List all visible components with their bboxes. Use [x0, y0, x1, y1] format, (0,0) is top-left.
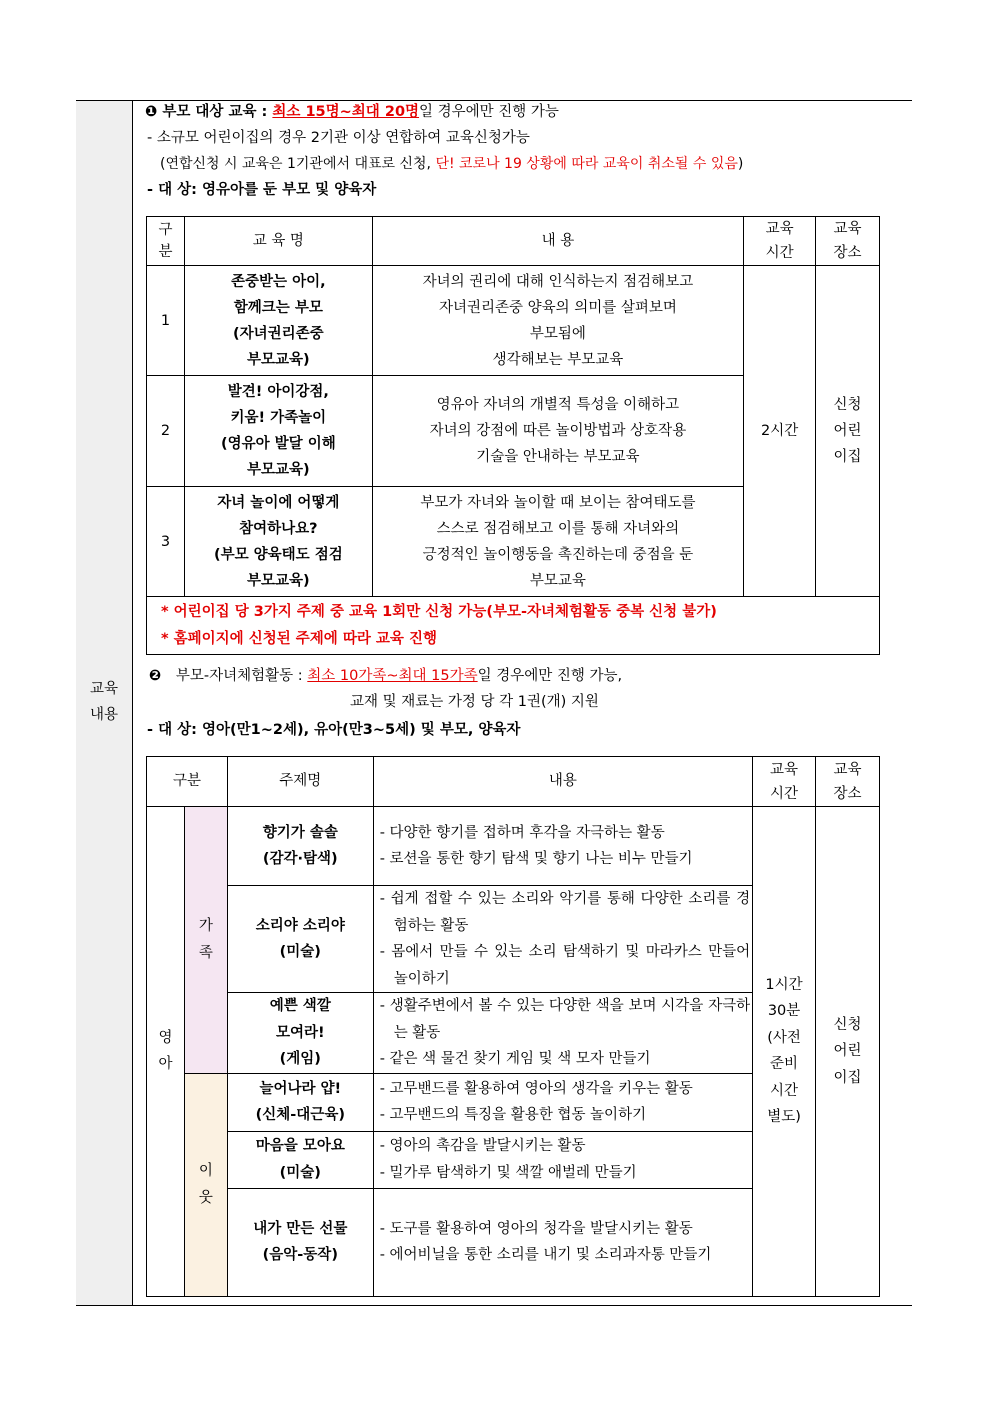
education-place	[816, 266, 880, 597]
cell-text-line: 교육	[833, 761, 862, 778]
cell-text-line: - 밀가루 탐색하기 및 색깔 애벌레 만들기	[379, 1164, 637, 1181]
topic-cell	[227, 807, 373, 886]
cell-text-line: 이집	[833, 1069, 862, 1086]
cell-text-line: 내가 만든 선물	[253, 1220, 348, 1237]
cell-text-line: 부모교육)	[247, 572, 310, 589]
header-content: 내용	[373, 757, 752, 807]
cell-text-line: - 에어비닐을 통한 소리를 내기 및 소리과자통 만들기	[379, 1247, 712, 1263]
parent-education-table	[146, 216, 880, 655]
cell-text-line: (감각·탐색)	[262, 851, 338, 867]
cell-text-line: 별도)	[767, 1109, 801, 1126]
cell-text-line: 어린	[833, 1043, 862, 1059]
section2-target: - 대 상: 영아(만1~2세), 유아(만3~5세) 및 부모, 양육자	[147, 722, 521, 738]
row-content	[372, 487, 743, 597]
cell-text-line: 영유아 자녀의 개별적 특성을 이해하고	[436, 397, 680, 413]
cell-text-line: 시간	[765, 245, 794, 261]
header-name: 교 육 명	[184, 217, 372, 266]
age-group-cell	[147, 807, 185, 1297]
content-cell	[373, 1073, 752, 1131]
group-family-cell	[184, 807, 227, 1074]
cell-text-line: 준비	[770, 1056, 799, 1073]
table-row	[147, 266, 880, 376]
cell-text-line: (음악-동작)	[262, 1247, 338, 1263]
section1-line3-b: )	[737, 156, 744, 172]
cell-text-line: 신청	[833, 397, 862, 413]
cell-text-line: 부모가 자녀와 놀이할 때 보이는 참여태도를	[420, 494, 696, 511]
row-number: 2	[147, 376, 185, 487]
side-column	[76, 101, 133, 1305]
cell-text-line: 족	[198, 944, 213, 961]
section1-highlight: 최소 15명~최대 20명	[272, 104, 420, 120]
group-neighbor-cell	[184, 1073, 227, 1296]
note-line: * 어린이집 당 3가지 주제 중 교육 1회만 신청 가능(부모-자녀체험활동 중복 신청 불가)	[161, 603, 717, 620]
cell-text-line: 웃	[198, 1189, 213, 1206]
section2-marker: ❷	[149, 668, 162, 684]
cell-text-line: (미술)	[279, 944, 321, 960]
activity-place	[816, 807, 880, 1297]
header-topic: 주제명	[227, 757, 373, 807]
header-place	[816, 217, 880, 266]
cell-text-line: 자녀의 권리에 대해 인식하는지 점검해보고	[422, 273, 694, 290]
cell-text-line: 발견! 아이강점,	[227, 384, 329, 400]
section2-title-tail: 일 경우에만 진행 가능,	[477, 668, 623, 684]
cell-text-line: 이집	[833, 449, 862, 465]
table2-header-row	[147, 757, 880, 807]
cell-text-line: - 영아의 촉감을 발달시키는 활동	[379, 1138, 586, 1154]
header-category: 구분	[147, 757, 228, 807]
row-name	[184, 266, 372, 376]
cell-text-line: 아	[158, 1056, 173, 1073]
cell-text-line: 자녀 놀이에 어떻게	[217, 494, 340, 511]
row-content	[372, 376, 743, 487]
topic-cell	[227, 1131, 373, 1188]
header-time	[753, 757, 816, 807]
cell-text-line: 향기가 솔솔	[262, 824, 338, 841]
cell-text-line: 시간	[770, 1082, 799, 1099]
section1-line3	[160, 154, 743, 174]
section1-line3-a: (연합신청 시 교육은 1기관에서 대표로 신청,	[160, 156, 436, 172]
cell-text-line: 자녀의 강점에 따른 놀이방법과 상호작용	[429, 423, 687, 439]
cell-text-line: - 다양한 향기를 접하며 후각을 자극하는 활동	[379, 824, 665, 841]
cell-text-line: 부모교육)	[247, 462, 310, 478]
cell-text-line: 기술을 안내하는 부모교육	[476, 449, 640, 465]
content-cell	[373, 1188, 752, 1296]
header-content: 내 용	[372, 217, 743, 266]
section2-line2: 교재 및 재료는 가정 당 각 1권(개) 지원	[350, 694, 599, 710]
side-label-line: 교육	[89, 681, 118, 697]
cell-text-line: 신청	[833, 1016, 862, 1033]
section1-line2: - 소규모 어린이집의 경우 2기관 이상 연합하여 교육신청가능	[147, 130, 530, 146]
topic-cell	[227, 993, 373, 1074]
cell-text-line: 스스로 점검해보고 이를 통해 자녀와의	[436, 520, 680, 537]
cell-text-line: 30분	[767, 1003, 801, 1020]
cell-text-line: 마음을 모아요	[255, 1138, 345, 1154]
cell-text-line: 영	[158, 1029, 173, 1046]
header-place	[816, 757, 880, 807]
header-no	[147, 217, 185, 266]
activity-time	[753, 807, 816, 1297]
cell-text-line: (사전	[767, 1029, 801, 1046]
cell-text-line: 교육	[765, 221, 794, 237]
row-number: 1	[147, 266, 185, 376]
header-time	[744, 217, 816, 266]
table1-header-row	[147, 217, 880, 266]
cell-text-line: 장소	[833, 245, 862, 261]
cell-text-line: 이	[198, 1163, 213, 1179]
content-cell	[373, 1131, 752, 1188]
cell-text-line: - 몸에서 만들 수 있는 소리 탐색하기 및 마라카스 만들어 놀이하기	[379, 944, 751, 987]
cell-text-line: 교육	[833, 221, 862, 237]
content-cell	[373, 993, 752, 1074]
cell-text-line: 가	[198, 918, 213, 935]
cell-text-line: 교육	[770, 761, 799, 778]
cell-text-line: (영유아 발달 이해	[220, 436, 336, 452]
cell-text-line: 1시간	[765, 976, 803, 993]
row-name	[184, 487, 372, 597]
cell-text-line: 장소	[833, 785, 862, 802]
cell-text-line: - 고무밴드의 특징을 활용한 협동 놀이하기	[379, 1107, 647, 1123]
section2-highlight: 최소 10가족~최대 15가족	[307, 668, 478, 684]
content-cell	[373, 886, 752, 993]
notes-cell	[147, 597, 880, 655]
side-label-line: 내용	[89, 707, 118, 723]
cell-text-line: - 생활주변에서 볼 수 있는 다양한 색을 보며 시각을 자극하는 활동	[379, 998, 751, 1041]
cell-text-line: 부모교육	[529, 572, 586, 589]
cell-text-line: 참여하나요?	[239, 520, 318, 537]
row-number: 3	[147, 487, 185, 597]
cell-text-line: 부모교육)	[247, 351, 310, 368]
side-label	[76, 676, 132, 728]
row-content	[372, 266, 743, 376]
section2-title-text: 부모-자녀체험활동 :	[175, 668, 308, 684]
family-activity-table	[146, 756, 880, 1297]
topic-cell	[227, 886, 373, 993]
section1-line3-red: 단! 코로나 19 상황에 따라 교육이 취소될 수 있음	[435, 156, 738, 172]
cell-text-line: 구	[158, 222, 173, 238]
section1-title-text: 부모 대상 교육 :	[162, 104, 273, 120]
cell-text-line: 소리야 소리야	[255, 917, 345, 934]
cell-text-line: 긍정적인 놀이행동을 촉진하는데 중점을 둔	[422, 546, 694, 563]
section1-target: - 대 상: 영유아를 둔 부모 및 양육자	[147, 182, 377, 198]
cell-text-line: - 도구를 활용하여 영아의 청각을 발달시키는 활동	[379, 1220, 693, 1237]
cell-text-line: 키움! 가족놀이	[230, 410, 327, 426]
cell-text-line: 부모됨에	[529, 325, 586, 342]
cell-text-line: (신체-대근육)	[255, 1107, 345, 1123]
cell-text-line: 어린	[833, 423, 862, 439]
row-name	[184, 376, 372, 487]
section1-marker: ❶	[145, 104, 158, 120]
cell-text-line: 자녀권리존중 양육의 의미를 살펴보며	[438, 299, 677, 316]
cell-text-line: (미술)	[279, 1164, 321, 1181]
cell-text-line: 존중받는 아이,	[231, 273, 326, 290]
topic-cell	[227, 1188, 373, 1296]
cell-text-line: (게임)	[279, 1051, 321, 1067]
cell-text-line: 모여라!	[275, 1024, 325, 1041]
section1-title-tail: 일 경우에만 진행 가능	[419, 104, 559, 120]
cell-text-line: - 고무밴드를 활용하여 영아의 생각을 키우는 활동	[379, 1080, 693, 1097]
cell-text-line: 시간	[770, 785, 799, 802]
cell-text-line: 생각해보는 부모교육	[492, 351, 624, 368]
note-line: * 홈페이지에 신청된 주제에 따라 교육 진행	[161, 630, 437, 647]
table1-notes-row	[147, 597, 880, 655]
cell-text-line: 함께크는 부모	[233, 299, 323, 316]
cell-text-line: - 쉽게 접할 수 있는 소리와 악기를 통해 다양한 소리를 경험하는 활동	[379, 891, 751, 934]
cell-text-line: - 로션을 통한 향기 탐색 및 향기 나는 비누 만들기	[379, 851, 693, 867]
section1-title	[145, 102, 559, 122]
cell-text-line: 예쁜 색깔	[269, 998, 331, 1014]
cell-text-line: 분	[158, 244, 173, 260]
table-row	[147, 807, 880, 886]
topic-cell	[227, 1073, 373, 1131]
cell-text-line: (부모 양육태도 점검	[213, 546, 343, 563]
education-time: 2시간	[744, 266, 816, 597]
cell-text-line: - 같은 색 물건 찾기 게임 및 색 모자 만들기	[379, 1051, 651, 1067]
section2-title	[149, 666, 622, 686]
cell-text-line: 늘어나라 얍!	[259, 1080, 342, 1097]
cell-text-line: (자녀권리존중	[233, 325, 324, 342]
content-cell	[373, 807, 752, 886]
